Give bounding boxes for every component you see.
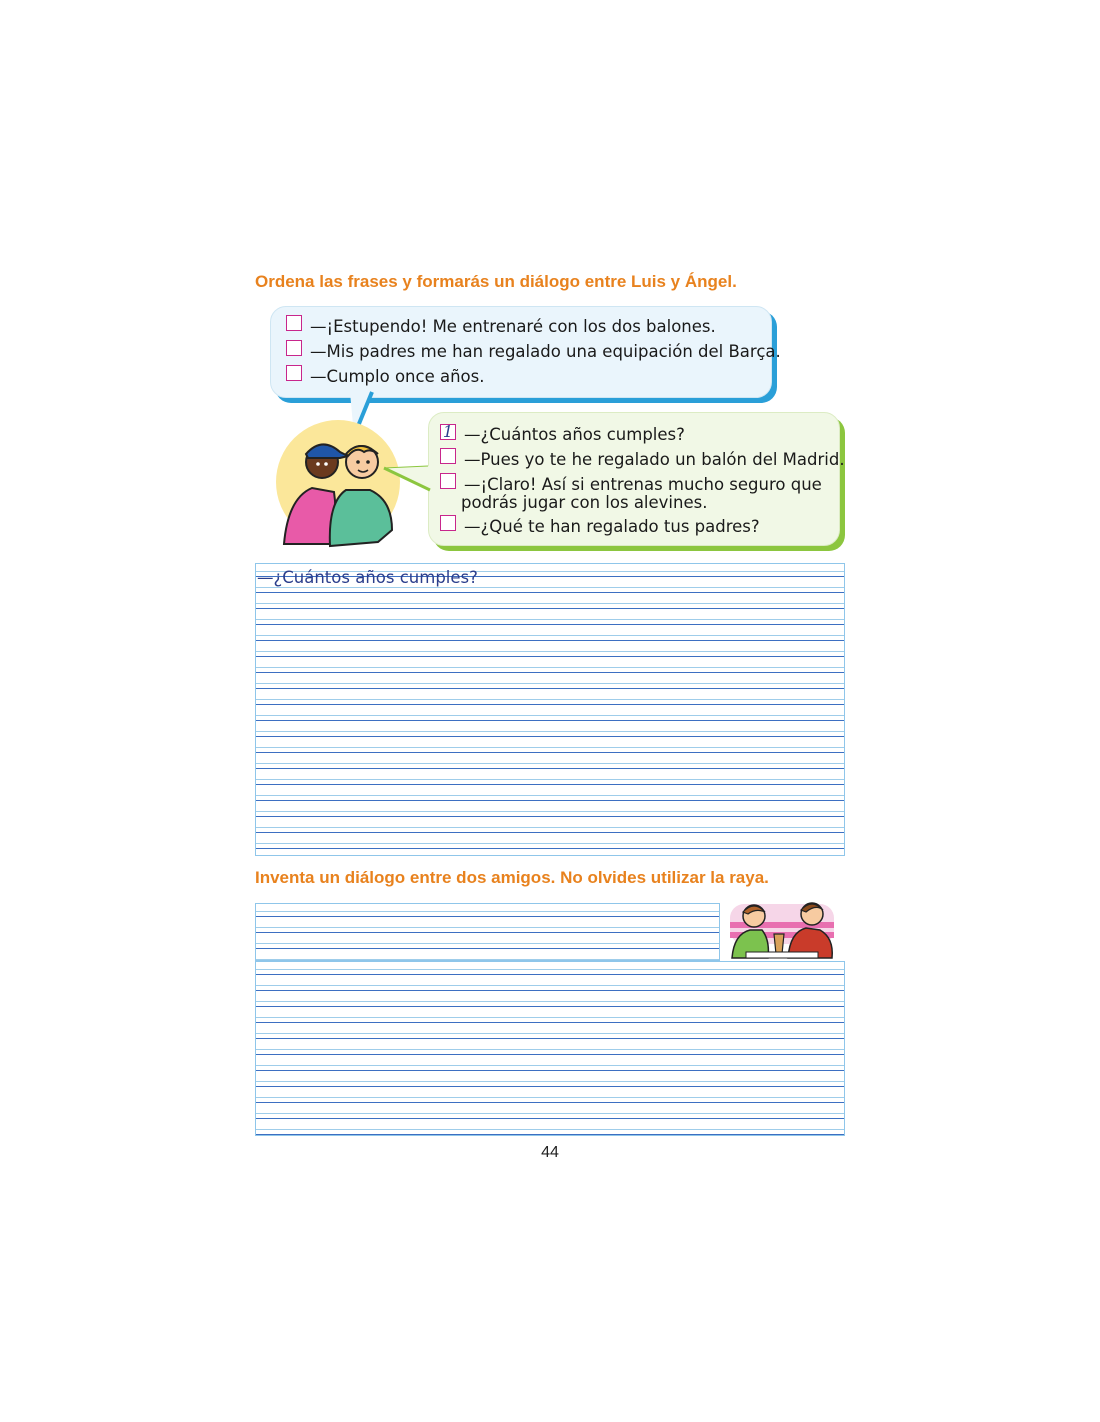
dialogue-line: —Pues yo te he regalado un balón del Madrid. [464, 450, 845, 469]
order-checkbox[interactable] [286, 365, 302, 381]
instruction-order-dialogue: Ordena las frases y formarás un diálogo entre Luis y Ángel. [255, 272, 737, 291]
order-checkbox[interactable] [440, 473, 456, 489]
dialogue-line: —¿Cuántos años cumples? [464, 425, 685, 444]
dialogue-line: —Mis padres me han regalado una equipación del Barça. [310, 342, 781, 361]
dialogue-line: —¡Claro! Así si entrenas mucho seguro que [464, 475, 822, 494]
order-checkbox[interactable] [286, 340, 302, 356]
writing-area-invented-dialogue-top[interactable] [255, 903, 720, 961]
two-friends-illustration [726, 894, 838, 960]
order-checkbox[interactable]: 1 [440, 424, 456, 440]
page-number: 44 [541, 1144, 559, 1161]
writing-area-invented-dialogue[interactable] [255, 961, 845, 1136]
instruction-invent-dialogue: Inventa un diálogo entre dos amigos. No olvides utilizar la raya. [255, 868, 769, 887]
order-checkbox[interactable] [286, 315, 302, 331]
speech-bubble-bottom-tail [382, 462, 432, 496]
writing-area-ordered-dialogue[interactable] [255, 563, 845, 856]
dialogue-line-continuation: podrás jugar con los alevines. [461, 493, 708, 512]
dialogue-line: —Cumplo once años. [310, 367, 485, 386]
sample-answer-line: —¿Cuántos años cumples? [257, 568, 478, 587]
dialogue-line: —¡Estupendo! Me entrenaré con los dos balones. [310, 317, 716, 336]
order-checkbox[interactable] [440, 448, 456, 464]
dialogue-line: —¿Qué te han regalado tus padres? [464, 517, 760, 536]
order-checkbox[interactable] [440, 515, 456, 531]
